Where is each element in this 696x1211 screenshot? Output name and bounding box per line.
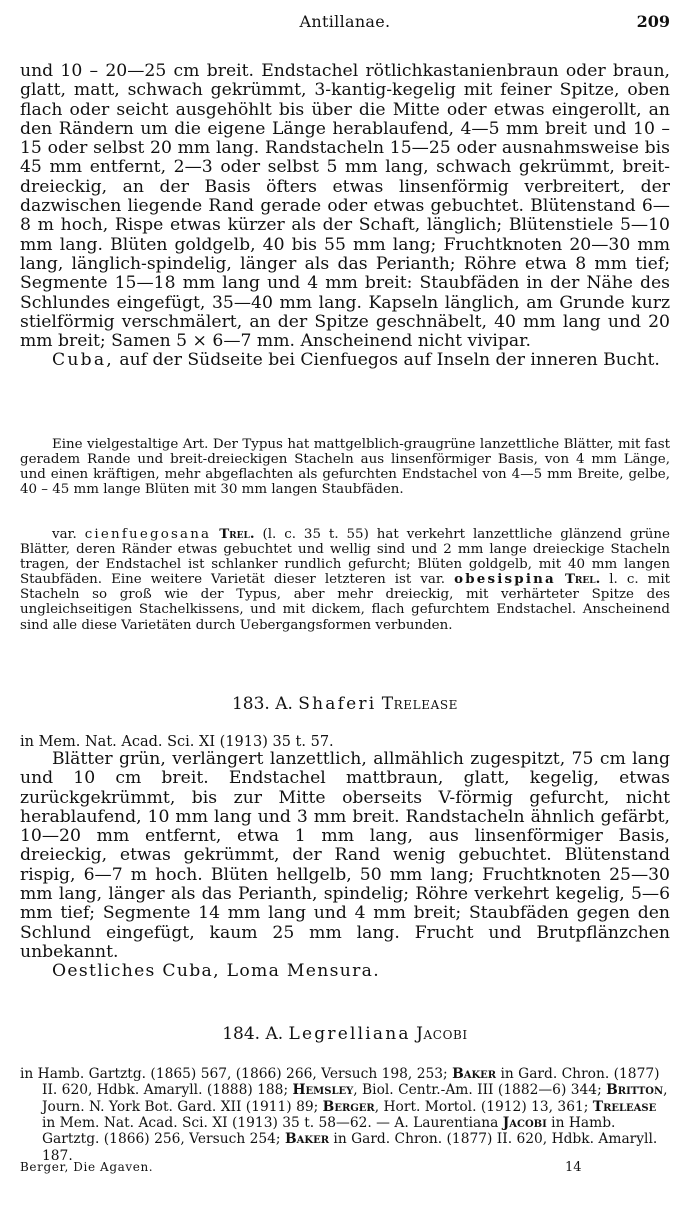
species-author: Trelease <box>381 694 459 714</box>
species-heading-183 <box>20 694 670 714</box>
running-title: Antillanae. <box>299 12 391 31</box>
page-number: 209 <box>636 12 670 31</box>
variety-text-2: l. c. mit Stacheln so groß wie der Typus, aber mehr dreieckig, mit verhärteter Spitze des ungleichseitigen Stachelkissens, und mit dickem, flach gefurchtem Endstachel. Anscheinend sind alle diese Varietäten durch Uebergangsformen verbunden. <box>20 572 670 633</box>
species-description-text: Blätter grün, verlängert lanzettlich, allmählich zugespitzt, 75 cm lang und 10 cm breit. Endstachel mattbraun, glatt, kegelig, etwas zurückgekrümmt, bis zur Mitte oberseits V-förmig gefurcht, nicht herablaufend, 10 mm lang und 3 mm breit. Randstacheln ähnlich gefärbt, 10—20 mm entfernt, etwa 1 mm lang, aus linsenförmiger Basis, dreieckig, etwas gekrümmt, der Rand wenig gebuchtet. Blütenstand rispig, 6—7 m hoch. Blüten hellgelb, 50 mm lang; Fruchtknoten 25—30 mm lang, länger als das Perianth, spindelig; Röhre verkehrt kegelig, 5—6 mm tief; Segmente 14 mm lang und 4 mm breit; Staubfäden gegen den Schlund eingefügt, kaum 25 mm lang. Frucht und Brutpflänzchen unbekannt. <box>20 749 670 962</box>
footer-signature: Berger, Die Agaven. <box>20 1160 154 1174</box>
note-text-1: Eine vielgestaltige Art. Der Typus hat mattgelblich-graugrüne lanzettliche Blätter, mit fast geradem Rande und breit-dreieckigen Stacheln aus linsenförmiger Basis, von 4 mm Länge, und einen kräftigen, mehr abgeflachten als gefurchten Endstachel von 4—5 mm Breite, gelbe, 40 – 45 mm lange Blüten mit 30 mm langen Staubfäden. <box>20 437 670 498</box>
ref-part: in Hamb. Gartztg. (1865) 567, (1866) 266, Versuch 198, 253; <box>20 1065 453 1082</box>
ref-author: Britton <box>606 1082 664 1099</box>
species-number-184: 184. A. <box>222 1024 284 1044</box>
species-name-184: Legrelliana <box>288 1024 411 1044</box>
note-paragraph-2 <box>20 527 670 633</box>
ref-author: Trelease <box>592 1098 657 1115</box>
variety-author-2: Trel. <box>564 571 601 588</box>
locality-country: Cuba, <box>52 350 114 371</box>
description-text: und 10 – 20—25 cm breit. Endstachel rötlichkastanienbraun oder braun, glatt, matt, schwach gekrümmt, 3-kantig-kegelig mit feiner Spitze, oben flach oder seicht ausgehöhlt bis über die Mitte oder etwas eingerollt, an den Rändern um die eigene Länge herablaufend, 4—5 mm breit und 10 – 15 oder selbst 20 mm lang. Randstacheln 15—25 oder ausnahmsweise bis 45 mm entfernt, 2—3 oder selbst 5 mm lang, schwach gekrümmt, breit-dreieckig, an der Basis öfters etwas linsenförmig verbreitert, der dazwischen liegende Rand gerade oder etwas gebuchtet. Blütenstand 6—8 m hoch, Rispe etwas kürzer als der Schaft, länglich; Blütenstiele 5—10 mm lang. Blüten goldgelb, 40 bis 55 mm lang; Fruchtknoten 20—30 mm lang, länglich-spindelig, länger als das Perianth; Röhre etwa 8 mm tief; Segmente 15—18 mm lang und 4 mm breit: Staubfäden in der Nähe des Schlundes eingefügt, 35—40 mm lang. Kapseln länglich, am Grunde kurz stielförmig verschmälert, an der Spitze geschnäbelt, 40 mm lang und 20 mm breit; Samen 5 × 6—7 mm. Anscheinend nicht vivipar. <box>20 61 670 352</box>
variety-author: Trel. <box>219 526 255 542</box>
ref-author: Hemsley <box>292 1082 354 1099</box>
page-footer <box>20 1160 670 1180</box>
variety-text: (l. c. 35 t. 55) hat verkehrt lanzettliche glänzend grüne Blätter, deren Ränder etwas gebuchtet und wellig sind und 2 mm lange dreieckige Stacheln tragen, der Endstachel ist schlanker rundlich gefurcht; Blüten goldgelb, mit 40 mm langen Staubfäden. Eine weitere Varietät dieser letzteren ist var. <box>20 527 670 588</box>
running-header <box>20 12 670 36</box>
variety-label: var. <box>52 527 77 542</box>
locality-paragraph <box>20 351 670 370</box>
ref-author: Jacobi <box>502 1115 547 1132</box>
species-description-183 <box>20 750 670 982</box>
ref-part: in Gard. Chron. (1877) II. 620, Hdbk. Amaryll. 187. <box>42 1131 658 1164</box>
references-text <box>20 1066 670 1164</box>
ref-part: , Journ. N. York Bot. Gard. XII (1911) 89; <box>42 1082 668 1115</box>
note-paragraph-1 <box>20 437 670 497</box>
ref-part: , Hort. Mortol. (1912) 13, 361; <box>374 1098 593 1115</box>
ref-part: , Biol. Centr.-Am. III (1882—6) 344; <box>353 1082 607 1099</box>
footer-sheet-number: 14 <box>565 1160 582 1175</box>
species-author-184: Jacobi <box>416 1024 468 1044</box>
species-name: Shaferi <box>298 694 377 714</box>
species-title <box>20 694 670 714</box>
species-heading-184 <box>20 1024 670 1044</box>
ref-author: Baker <box>452 1065 497 1082</box>
note-text-2 <box>20 527 670 633</box>
species-title-184 <box>20 1024 670 1044</box>
description-paragraph-182 <box>20 62 670 371</box>
ref-author: Baker <box>284 1131 330 1148</box>
locality-text: auf der Südseite bei Cienfuegos auf Inseln der inneren Bucht. <box>113 350 660 371</box>
ref-part: in Gard. Chron. (1877) II. 620, Hdbk. Amaryll. (1888) 188; <box>42 1065 660 1099</box>
ref-part: in Hamb. Gartztg. (1866) 256, Versuch 254; <box>42 1115 616 1148</box>
variety-name: cienfuegosana <box>84 527 212 542</box>
variety-name-2: obesispina <box>454 571 556 588</box>
species-number: 183. A. <box>231 694 293 714</box>
citation-text: in Mem. Nat. Acad. Sci. XI (1913) 35 t. 57. <box>20 733 334 750</box>
ref-author: Berger <box>322 1098 375 1115</box>
species-locality: Oestliches Cuba, Loma Mensura. <box>52 961 380 982</box>
ref-part: in Mem. Nat. Acad. Sci. XI (1913) 35 t. 58—62. — A. Laurentiana <box>42 1115 503 1132</box>
